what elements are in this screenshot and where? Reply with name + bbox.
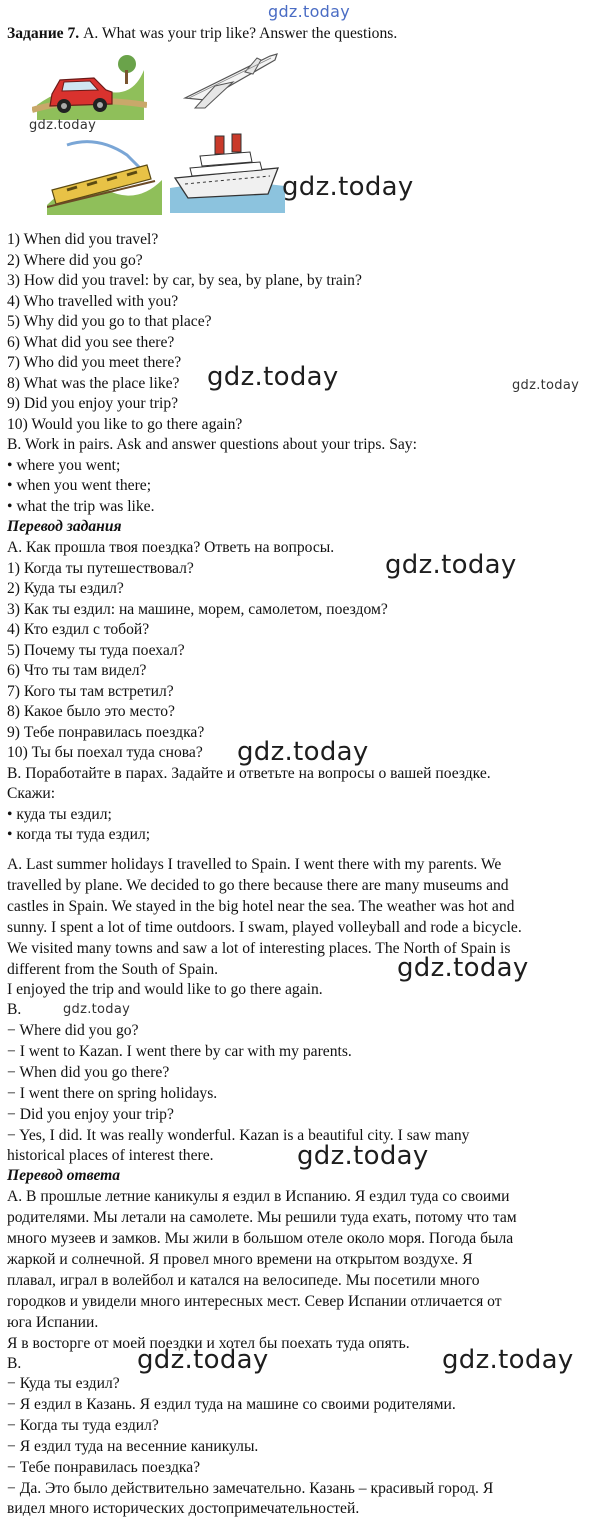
translation-line: видел много исторических достопримечательностей. (7, 1500, 360, 1517)
answer-line: B. (7, 1001, 22, 1018)
question-line: B. Work in pairs. Ask and answer questions about your trips. Say: (7, 436, 417, 453)
watermark-large: gdz.today (397, 953, 529, 983)
question-line: 5) Why did you go to that place? (7, 313, 212, 330)
translation-line: плавал, играл в волейбол и катался на велосипеде. Мы посетили много (7, 1272, 480, 1289)
watermark-small: gdz.today (29, 118, 97, 133)
translation-line: 8) Какое было это место? (7, 703, 175, 720)
translation-line: В. Поработайте в парах. Задайте и ответьте на вопросы о вашей поездке. (7, 764, 491, 782)
answer-line: A. Last summer holidays I travelled to Spain. I went there with my parents. We (7, 856, 502, 873)
translation-line: 1) Когда ты путешествовал? (7, 559, 194, 577)
watermark-top: gdz.today (268, 2, 350, 21)
watermark-small: gdz.today (512, 378, 580, 393)
translation-line: − Куда ты ездил? (7, 1375, 120, 1392)
question-line: 3) How did you travel: by car, by sea, by plane, by train? (7, 272, 362, 289)
answer-line: I enjoyed the trip and would like to go there again. (7, 981, 323, 998)
translation-line: А. Как прошла твоя поездка? Ответь на вопросы. (7, 539, 335, 556)
watermark-small: gdz.today (63, 1002, 131, 1017)
question-line: 7) Who did you meet there? (7, 354, 182, 371)
translation-line: − Когда ты туда ездил? (7, 1417, 159, 1434)
task-heading-text: A. What was your trip like? Answer the questions. (79, 25, 398, 42)
translation-line: 10) Ты бы поехал туда снова? (7, 744, 203, 761)
answer-line: − Did you enjoy your trip? (7, 1106, 174, 1123)
question-line: 2) Where did you go? (7, 251, 143, 269)
watermark-large: gdz.today (442, 1345, 574, 1375)
car-icon (32, 50, 147, 120)
translation-line: Скажи: (7, 785, 56, 802)
translation-line: 5) Почему ты туда поехал? (7, 641, 185, 659)
translation-line: юга Испании. (7, 1314, 99, 1331)
train-icon (47, 135, 162, 215)
question-line: 1) When did you travel? (7, 231, 159, 248)
question-line: 9) Did you enjoy your trip? (7, 395, 179, 412)
answer-line: − Yes, I did. It was really wonderful. Kazan is a beautiful city. I saw many (7, 1127, 470, 1144)
translation-line: жаркой и солнечной. Я провел много времени на открытом воздухе. Я (7, 1251, 473, 1268)
task-number: Задание 7. (7, 25, 80, 42)
translation-line: 6) Что ты там видел? (7, 662, 147, 679)
translation-line: Я в восторге от моей поездки и хотел бы поехать туда опять. (7, 1335, 410, 1352)
question-line: 6) What did you see there? (7, 333, 175, 351)
translation-line: − Тебе понравилась поездка? (7, 1459, 201, 1476)
translation-line: А. В прошлые летние каникулы я ездил в Испанию. Я ездил туда со своими (7, 1188, 510, 1205)
translation-line: родителями. Мы летали на самолете. Мы решили туда ехать, потому что там (7, 1209, 517, 1226)
translation-line: 2) Куда ты ездил? (7, 580, 124, 597)
answer-line: We visited many towns and saw a lot of interesting places. The North of Spain is (7, 940, 511, 957)
translation-line: В. (7, 1355, 22, 1372)
plane-icon (175, 48, 285, 113)
task-heading (7, 24, 397, 44)
question-line: 10) Would you like to go there again? (7, 415, 243, 433)
answer-line: historical places of interest there. (7, 1147, 214, 1164)
watermark-large: gdz.today (207, 362, 339, 392)
question-line: • where you went; (7, 456, 121, 474)
ship-icon (170, 128, 285, 213)
watermark-large: gdz.today (297, 1141, 429, 1171)
answer-line: − I went there on spring holidays. (7, 1085, 218, 1102)
translation-line: 4) Кто ездил с тобой? (7, 621, 150, 638)
translation-line: − Я ездил в Казань. Я ездил туда на машине со своими родителями. (7, 1396, 456, 1413)
translation-line: много музеев и замков. Мы жили в большом отеле около моря. Погода была (7, 1230, 514, 1247)
answer-line: − When did you go there? (7, 1064, 170, 1081)
answer-line: different from the South of Spain. (7, 961, 219, 978)
translation-line: 9) Тебе понравилась поездка? (7, 723, 205, 741)
translation-line: городков и увидели много интересных мест. Север Испании отличается от (7, 1293, 502, 1310)
question-line: 8) What was the place like? (7, 374, 180, 392)
answer-line: sunny. I spent a lot of time outdoors. I swam, played volleyball and rode a bicycle. (7, 919, 522, 936)
watermark-large: gdz.today (237, 737, 369, 767)
question-line: • what the trip was like. (7, 497, 155, 515)
question-line: • when you went there; (7, 477, 152, 494)
watermark-large: gdz.today (137, 1345, 269, 1375)
answer-line: castles in Spain. We stayed in the big hotel near the sea. The weather was hot and (7, 898, 515, 915)
answer-line: − I went to Kazan. I went there by car with my parents. (7, 1043, 352, 1060)
watermark-large: gdz.today (282, 172, 414, 202)
question-line: 4) Who travelled with you? (7, 292, 179, 310)
translation-task-title: Перевод задания (7, 518, 122, 535)
answer-line: travelled by plane. We decided to go there because there are many museums and (7, 877, 509, 894)
translation-line: • когда ты туда ездил; (7, 826, 151, 843)
translation-line: 3) Как ты ездил: на машине, морем, самолетом, поездом? (7, 600, 388, 618)
translation-line: − Да. Это было действительно замечательно. Казань – красивый город. Я (7, 1480, 494, 1497)
watermark-large: gdz.today (385, 550, 517, 580)
translation-line: • куда ты ездил; (7, 805, 112, 823)
translation-line: 7) Кого ты там встретил? (7, 682, 174, 700)
translation-answer-title: Перевод ответа (7, 1167, 121, 1184)
answer-line: − Where did you go? (7, 1022, 139, 1039)
translation-line: − Я ездил туда на весенние каникулы. (7, 1438, 259, 1455)
